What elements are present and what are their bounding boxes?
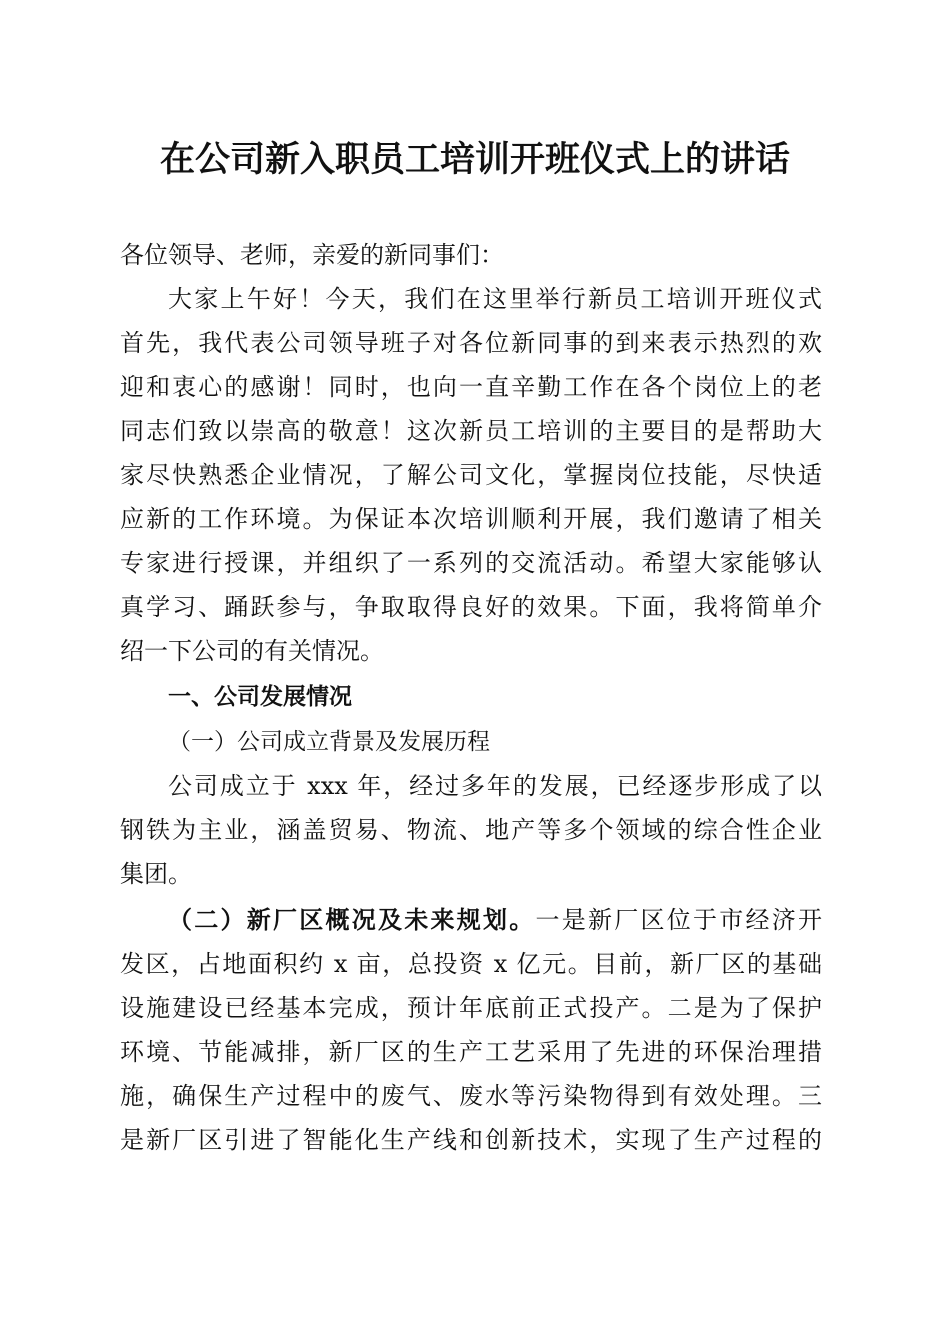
paragraph-line: 集团。 bbox=[120, 860, 192, 888]
document-title: 在公司新入职员工培训开班仪式上的讲话 bbox=[159, 139, 790, 180]
paragraph-line: 迎和衷心的感谢！同时，也向一直辛勤工作在各个岗位上的老 bbox=[120, 373, 822, 401]
paragraph-line: 专家进行授课，并组织了一系列的交流活动。希望大家能够认 bbox=[120, 549, 822, 577]
paragraph-line: 绍一下公司的有关情况。 bbox=[120, 637, 384, 665]
paragraph-line: 发区，占地面积约 x 亩，总投资 x 亿元。目前，新厂区的基础 bbox=[120, 950, 822, 978]
paragraph-line: 家尽快熟悉企业情况，了解公司文化，掌握岗位技能，尽快适 bbox=[120, 461, 822, 489]
paragraph-line: 真学习、踊跃参与，争取取得良好的效果。下面，我将简单介 bbox=[120, 593, 822, 621]
paragraph-line: 公司成立于 xxx 年，经过多年的发展，已经逐步形成了以 bbox=[168, 772, 822, 800]
paragraph-line: 钢铁为主业，涵盖贸易、物流、地产等多个领域的综合性企业 bbox=[120, 816, 822, 844]
subsection-heading: （一）公司成立背景及发展历程 bbox=[168, 729, 490, 755]
paragraph-line bbox=[168, 898, 822, 942]
paragraph-line: 是新厂区引进了智能化生产线和创新技术，实现了生产过程的 bbox=[120, 1126, 822, 1154]
section-heading: 一、公司发展情况 bbox=[168, 684, 352, 710]
paragraph-line: 首先，我代表公司领导班子对各位新同事的到来表示热烈的欢 bbox=[120, 329, 822, 357]
paragraph-line: 应新的工作环境。为保证本次培训顺利开展，我们邀请了相关 bbox=[120, 505, 822, 533]
paragraph-line: 环境、节能减排，新厂区的生产工艺采用了先进的环保治理措 bbox=[120, 1038, 822, 1066]
paragraph-text: 一是新厂区位于市经济开 bbox=[535, 906, 822, 934]
paragraph-line: 大家上午好！今天，我们在这里举行新员工培训开班仪式 bbox=[168, 285, 822, 313]
paragraph-line: 施，确保生产过程中的废气、废水等污染物得到有效处理。三 bbox=[120, 1082, 822, 1110]
subsection-lead: （二）新厂区概况及未来规划。 bbox=[168, 905, 536, 934]
paragraph-line: 同志们致以崇高的敬意！这次新员工培训的主要目的是帮助大 bbox=[120, 417, 822, 445]
salutation: 各位领导、老师，亲爱的新同事们： bbox=[120, 241, 504, 269]
paragraph-line: 设施建设已经基本完成，预计年底前正式投产。二是为了保护 bbox=[120, 994, 822, 1022]
